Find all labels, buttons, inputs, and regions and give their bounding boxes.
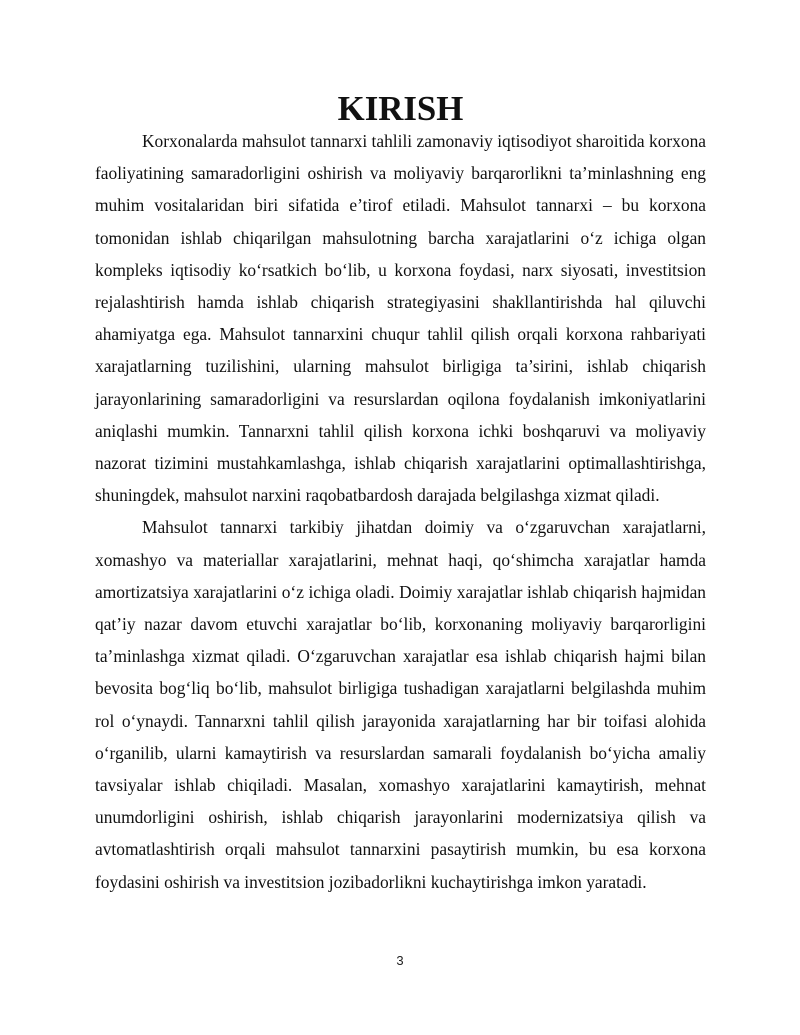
paragraph-1: Korxonalarda mahsulot tannarxi tahlili zamonaviy iqtisodiyot sharoitida korxona faoliyatining samaradorligini oshirish va moliyaviy barqarorlikni ta’minlashning eng muhim vositalaridan biri sifatida e’tirof etiladi. Mahsulot tannarxi – bu korxona tomonidan ishlab chiqarilgan mahsulotning barcha xarajatlarini o‘z ichiga olgan kompleks iqtisodiy ko‘rsatkich bo‘lib, u korxona foydasi, narx siyosati, investitsion rejalashtirish hamda ishlab chiqarish strategiyasini shakllantirishda hal qiluvchi ahamiyatga ega. Mahsulot tannarxini chuqur tahlil qilish orqali korxona rahbariyati xarajatlarning tuzilishini, ularning mahsulot birligiga ta’sirini, ishlab chiqarish jarayonlarining samaradorligini va resurslardan oqilona foydalanish imkoniyatlarini aniqlashi mumkin. Tannarxni tahlil qilish korxona ichki boshqaruvi va moliyaviy nazorat tizimini mustahkamlashga, ishlab chiqarish xarajatlarini optimallashtirishga, shuningdek, mahsulot narxini raqobatbardosh darajada belgilashga xizmat qiladi. (95, 131, 706, 506)
section-title: KIRISH (337, 89, 464, 128)
page-number: 3 (396, 953, 404, 968)
paragraph-2: Mahsulot tannarxi tarkibiy jihatdan doimiy va o‘zgaruvchan xarajatlarni, xomashyo va materiallar xarajatlarini, mehnat haqi, qo‘shimcha xarajatlar hamda amortizatsiya xarajatlarini o‘z ichiga oladi. Doimiy xarajatlar ishlab chiqarish hajmidan qat’iy nazar davom etuvchi xarajatlar bo‘lib, korxonaning moliyaviy barqarorligini ta’minlashga xizmat qiladi. O‘zgaruvchan xarajatlar esa ishlab chiqarish hajmi bilan bevosita bog‘liq bo‘lib, mahsulot birligiga tushadigan xarajatlarni belgilashda muhim rol o‘ynaydi. Tannarxni tahlil qilish jarayonida xarajatlarning har bir toifasi alohida o‘rganilib, ularni kamaytirish va resurslardan samarali foydalanish bo‘yicha amaliy tavsiyalar ishlab chiqiladi. Masalan, xomashyo xarajatlarini kamaytirish, mehnat unumdorligini oshirish, ishlab chiqarish jarayonlarini modernizatsiya qilish va avtomatlashtirish orqali mahsulot tannarxini pasaytirish mumkin, bu esa korxona foydasini oshirish va investitsion jozibadorlikni kuchaytirishga imkon yaratadi. (95, 517, 706, 892)
page-content (95, 89, 706, 898)
